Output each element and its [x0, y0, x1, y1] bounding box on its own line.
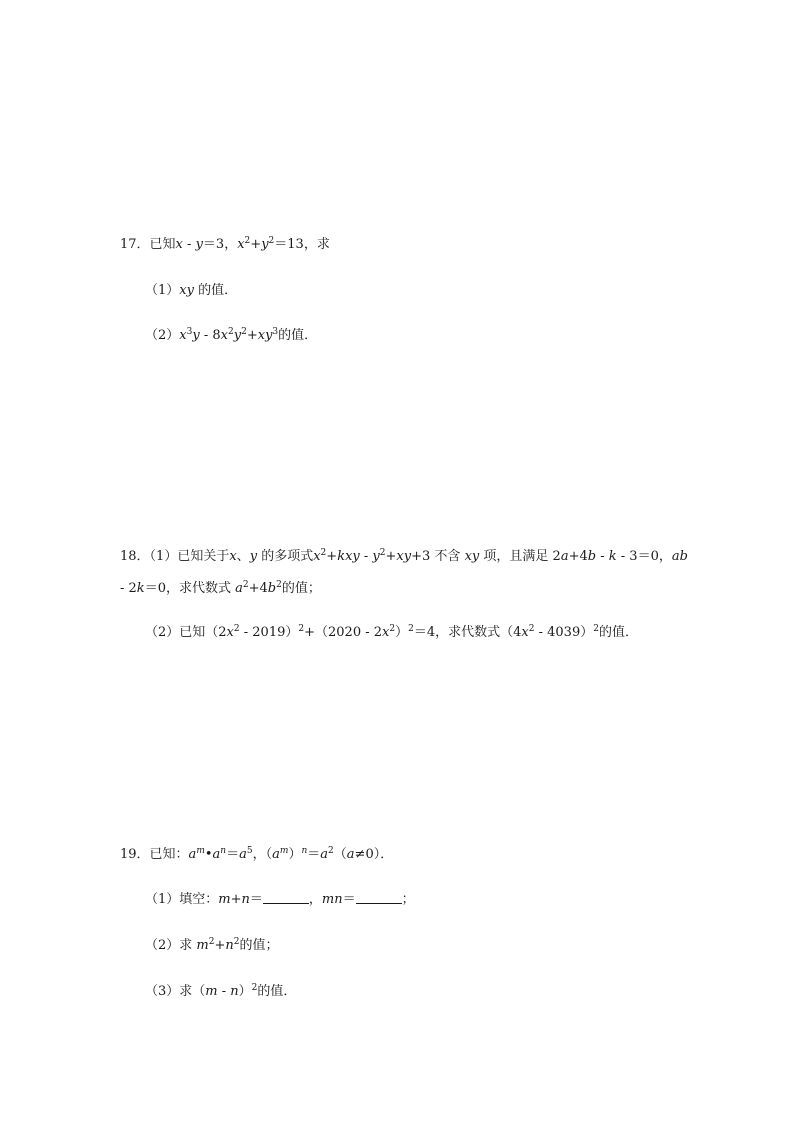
- problem-17-part-1: （1）xy 的值．: [145, 283, 238, 298]
- problem-17-stem: 17．已知x - y＝3，$x^2+y^2=13$，求: [120, 236, 330, 252]
- problem-19-stem: 19．已知：$a^m•a^n=a^5$，$(a^m)^n=a^2(a\ne 0)$．: [120, 846, 394, 862]
- problem-17-part-2: $(2)x^3y - 8x^2y^2+xy^3$的值．: [145, 327, 318, 343]
- problem-19-part-2: （2）求 $m^2+n^2$的值；: [145, 937, 279, 953]
- problem-19-part-3: （3）求（m - n）$^2$的值．: [145, 983, 297, 999]
- problem-19-part-1: （1）填空：m+n＝ ，mn＝ ；: [145, 892, 415, 907]
- problem-18-part-1-line-1: 18．（1）已知关于x、y 的多项式$x^2+kxy - y^2+xy+3$ 不含 xy 项，且满足 2a+4b - k - 3＝0，ab: [120, 548, 688, 564]
- problem-18-part-1-line-2: - 2k＝0，求代数式 $a^2+4b^2$的值；: [120, 580, 321, 596]
- answer-blank-1[interactable]: [263, 891, 309, 904]
- problem-18-part-2: （2）已知$(2x^2 - 2019)^2+(2020 - 2x^2)^2=4$，求代数式$(4x^2 - 4039)^2$的值．: [145, 624, 638, 640]
- answer-blank-2[interactable]: [356, 891, 402, 904]
